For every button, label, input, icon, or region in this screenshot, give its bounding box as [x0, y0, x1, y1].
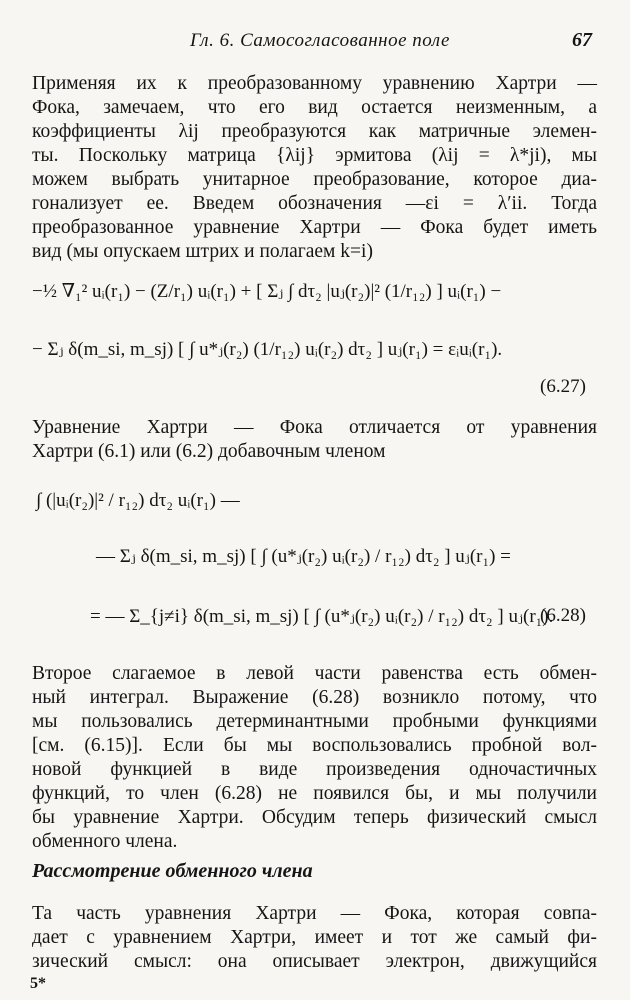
equation-6-28-line-1: ∫ (|uᵢ(r₂)|² / r₁₂) dτ₂ uᵢ(r₁) — — [36, 490, 240, 511]
paragraph-3 — [32, 662, 597, 854]
text-line: мы пользовались детерминантными пробными функциями — [32, 711, 597, 732]
text-line: Применяя их к преобразованному уравнению Хартри — — [32, 73, 597, 94]
text-line: функций, то член (6.28) не появился бы, и мы получили — [32, 783, 597, 804]
text-line: дает с уравнением Хартри, имеет и тот же самый фи- — [32, 927, 597, 948]
text-line: преобразованное уравнение Хартри — Фока будет иметь — [32, 217, 597, 238]
text-line: ный интеграл. Выражение (6.28) возникло потому, что — [32, 687, 597, 708]
paragraph-2 — [32, 416, 597, 464]
text-line: Уравнение Хартри — Фока отличается от уравнения — [32, 417, 597, 438]
text-line: ты. Поскольку матрица {λij} эрмитова (λij = λ*ji), мы — [32, 145, 597, 166]
text-line: Второе слагаемое в левой части равенства есть обмен- — [32, 663, 597, 684]
page-number: 67 — [572, 29, 592, 51]
text-line: зический смысл: она описывает электрон, движущийся — [32, 951, 597, 972]
text-line: Фока, замечаем, что его вид остается неизменным, а — [32, 97, 597, 118]
paragraph-4 — [32, 902, 597, 974]
text-line: обменного члена. — [32, 831, 178, 852]
equation-6-27-line-1: −½ ∇₁² uᵢ(r₁) − (Z/r₁) uᵢ(r₁) + [ Σⱼ ∫ dτ₂ |uⱼ(r₂)|² (1/r₁₂) ] uᵢ(r₁) − — [32, 281, 502, 302]
section-heading: Рассмотрение обменного члена — [32, 860, 313, 882]
text-line: гонализует ее. Введем обозначения —εi = λ′ii. Тогда — [32, 193, 597, 214]
text-line: вид (мы опускаем штрих и полагаем k=i) — [32, 241, 373, 262]
equation-label-6-27: (6.27) — [540, 376, 586, 397]
equation-6-28-line-2: — Σⱼ δ(m_si, m_sj) [ ∫ (u*ⱼ(r₂) uᵢ(r₂) / r₁₂) dτ₂ ] uⱼ(r₁) = — [96, 546, 511, 567]
equation-label-6-28: (6.28) — [540, 605, 586, 626]
equation-6-28-line-3: = — Σ_{j≠i} δ(m_si, m_sj) [ ∫ (u*ⱼ(r₂) uᵢ(r₂) / r₁₂) dτ₂ ] uⱼ(r₁). — [90, 606, 554, 627]
equation-6-27-line-2: − Σⱼ δ(m_si, m_sj) [ ∫ u*ⱼ(r₂) (1/r₁₂) uᵢ(r₂) dτ₂ ] uⱼ(r₁) = εᵢuᵢ(r₁). — [32, 339, 503, 360]
text-line: [см. (6.15)]. Если бы мы воспользовались пробной вол- — [32, 735, 597, 756]
footer-signature: 5* — [30, 975, 46, 992]
paragraph-1 — [32, 72, 597, 264]
text-line: Та часть уравнения Хартри — Фока, которая совпа- — [32, 903, 597, 924]
text-line: новой функцией в виде произведения одночастичных — [32, 759, 597, 780]
running-title: Гл. 6. Самосогласованное поле — [190, 30, 450, 51]
text-line: коэффициенты λij преобразуются как матричные элемен- — [32, 121, 597, 142]
text-line: бы уравнение Хартри. Обсудим теперь физический смысл — [32, 807, 597, 828]
text-line: можем выбрать унитарное преобразование, которое диа- — [32, 169, 597, 190]
text-line: Хартри (6.1) или (6.2) добавочным членом — [32, 441, 386, 462]
